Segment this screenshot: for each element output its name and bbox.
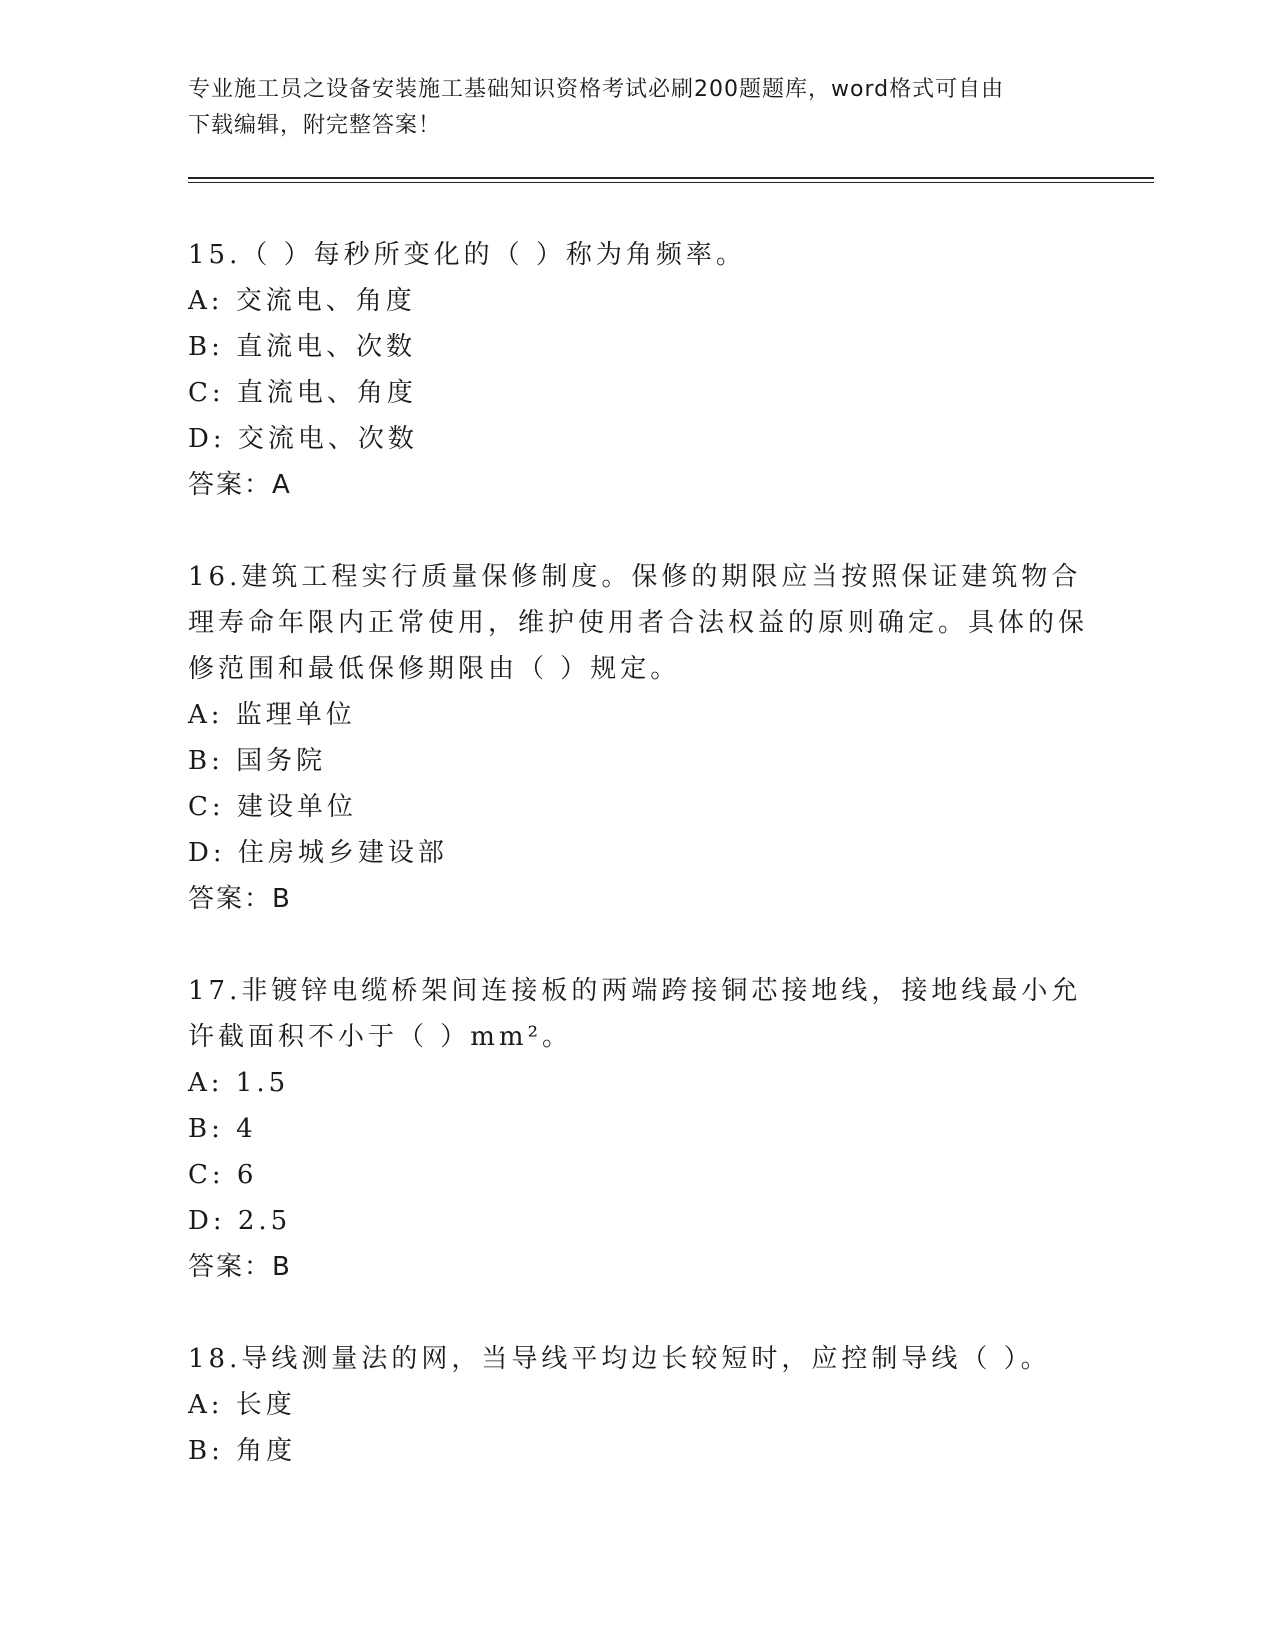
question-stem: 18.导线测量法的网，当导线平均边长较短时，应控制导线（ ）。 xyxy=(188,1344,1051,1374)
question-18 xyxy=(188,1336,1108,1474)
question-stem: 16.建筑工程实行质量保修制度。保修的期限应当按照保证建筑物合理寿命年限内正常使用，维护使用者合法权益的原则确定。具体的保修范围和最低保修期限由（ ）规定。 xyxy=(188,562,1089,684)
option-a: A: 监理单位 xyxy=(188,700,356,730)
header-line-1: 专业施工员之设备安装施工基础知识资格考试必刷200题题库，word格式可自由 xyxy=(188,77,1005,102)
option-b: B: 角度 xyxy=(188,1436,297,1466)
option-b: B: 4 xyxy=(188,1114,257,1144)
option-c: C: 直流电、角度 xyxy=(188,378,417,408)
document-header xyxy=(188,72,1088,144)
header-line-2: 下载编辑，附完整答案！ xyxy=(188,113,442,138)
question-stem: 15.（ ）每秒所变化的（ ）称为角频率。 xyxy=(188,240,746,270)
option-a: A: 长度 xyxy=(188,1390,296,1420)
header-divider-thin xyxy=(188,182,1154,183)
header-divider-thick xyxy=(188,177,1154,179)
option-a: A: 1.5 xyxy=(188,1068,290,1098)
question-15 xyxy=(188,232,1108,508)
option-b: B: 直流电、次数 xyxy=(188,332,417,362)
option-d: D: 2.5 xyxy=(188,1206,292,1236)
option-d: D: 交流电、次数 xyxy=(188,424,418,454)
answer: 答案：B xyxy=(188,884,292,914)
option-a: A: 交流电、角度 xyxy=(188,286,416,316)
question-17 xyxy=(188,968,1108,1290)
question-stem: 17.非镀锌电缆桥架间连接板的两端跨接铜芯接地线，接地线最小允许截面积不小于（ ）mm²。 xyxy=(188,976,1082,1052)
answer: 答案：A xyxy=(188,470,292,500)
option-c: C: 6 xyxy=(188,1160,258,1190)
answer: 答案：B xyxy=(188,1252,292,1282)
option-b: B: 国务院 xyxy=(188,746,327,776)
question-list xyxy=(188,232,1108,1520)
option-c: C: 建设单位 xyxy=(188,792,357,822)
option-d: D: 住房城乡建设部 xyxy=(188,838,448,868)
question-16 xyxy=(188,554,1108,922)
